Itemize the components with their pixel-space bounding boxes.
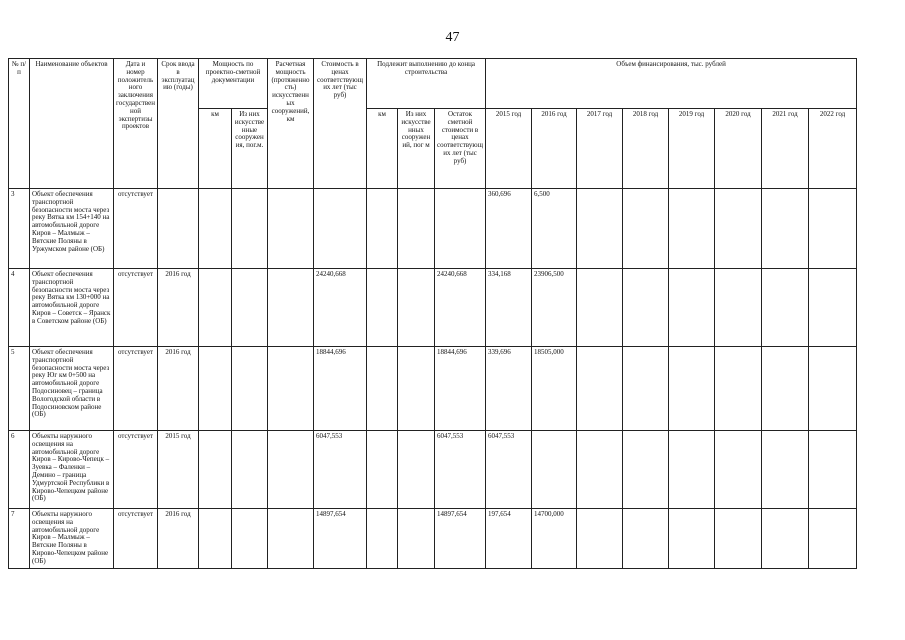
funding-2017 — [577, 347, 623, 431]
object-name: Объект обеспечения транспортной безопасности моста через реку Юг км 0+500 на автомобильной дороге Подосиновец – граница Вологодской области в Подосиновском районе (ОБ) — [30, 347, 114, 431]
header-row-1 — [9, 59, 857, 109]
funding-2015: 360,696 — [486, 189, 532, 269]
capacity-km — [199, 431, 232, 509]
row-num: 5 — [9, 347, 30, 431]
table-row — [9, 269, 857, 347]
commission-term: 2016 год — [158, 269, 199, 347]
header-capacity-km: км — [199, 109, 232, 189]
header-year-2017: 2017 год — [577, 109, 623, 189]
rem-art — [398, 269, 435, 347]
header-capacity: Мощность по проектно-сметной документации — [199, 59, 268, 109]
calc-capacity — [268, 347, 314, 431]
funding-2016: 6,500 — [532, 189, 577, 269]
balance-value — [435, 189, 486, 269]
balance-value: 24240,668 — [435, 269, 486, 347]
row-num: 4 — [9, 269, 30, 347]
header-year-2020: 2020 год — [715, 109, 762, 189]
funding-2019 — [669, 269, 715, 347]
funding-2017 — [577, 189, 623, 269]
funding-2020 — [715, 189, 762, 269]
cost-value: 14897,654 — [314, 509, 367, 569]
expertise-date: отсутствует — [114, 347, 158, 431]
header-rem-art: Из них искусственных сооружений, пог м — [398, 109, 435, 189]
funding-2022 — [809, 431, 857, 509]
funding-2019 — [669, 509, 715, 569]
expertise-date: отсутствует — [114, 269, 158, 347]
capacity-km — [199, 269, 232, 347]
funding-2022 — [809, 189, 857, 269]
header-year-2022: 2022 год — [809, 109, 857, 189]
table-row — [9, 431, 857, 509]
funding-2021 — [762, 431, 809, 509]
page-number: 47 — [445, 30, 460, 45]
header-name: Наименование объектов — [30, 59, 114, 189]
object-name: Объекты наружного освещения на автомобильной дороге Киров – Кирово-Чепецк – Зуевка – Фаленки – Демино – граница Удмуртской Республики в Кирово-Чепецком районе (ОБ) — [30, 431, 114, 509]
header-year-2021: 2021 год — [762, 109, 809, 189]
header-year-2016: 2016 год — [532, 109, 577, 189]
cost-value — [314, 189, 367, 269]
header-year-2015: 2015 год — [486, 109, 532, 189]
rem-art — [398, 189, 435, 269]
rem-art — [398, 431, 435, 509]
row-num: 3 — [9, 189, 30, 269]
header-capacity-art: Из них искусственные сооружения, пог.м. — [232, 109, 268, 189]
funding-2018 — [623, 509, 669, 569]
header-num: № п/п — [9, 59, 30, 189]
commission-term: 2016 год — [158, 509, 199, 569]
row-num: 6 — [9, 431, 30, 509]
header-rem-km: км — [367, 109, 398, 189]
funding-2015: 334,168 — [486, 269, 532, 347]
header-rem-balance: Остаток сметной стоимости в ценах соответствующих лет (тыс руб) — [435, 109, 486, 189]
table-row — [9, 509, 857, 569]
commission-term — [158, 189, 199, 269]
funding-2017 — [577, 269, 623, 347]
funding-2020 — [715, 509, 762, 569]
rem-art — [398, 347, 435, 431]
funding-2020 — [715, 347, 762, 431]
balance-value: 18844,696 — [435, 347, 486, 431]
funding-2021 — [762, 509, 809, 569]
funding-2016 — [532, 431, 577, 509]
funding-2019 — [669, 347, 715, 431]
commission-term: 2015 год — [158, 431, 199, 509]
funding-2015: 6047,553 — [486, 431, 532, 509]
header-funding: Объем финансирования, тыс. рублей — [486, 59, 857, 109]
expertise-date: отсутствует — [114, 431, 158, 509]
rem-km — [367, 509, 398, 569]
header-term: Срок ввода в эксплуатацию (годы) — [158, 59, 199, 189]
capacity-km — [199, 509, 232, 569]
funding-2017 — [577, 431, 623, 509]
table-row — [9, 347, 857, 431]
capacity-km — [199, 189, 232, 269]
header-date: Дата и номер положительного заключения государственной экспертизы проектов — [114, 59, 158, 189]
cost-value: 18844,696 — [314, 347, 367, 431]
rem-art — [398, 509, 435, 569]
funding-2019 — [669, 189, 715, 269]
funding-2018 — [623, 269, 669, 347]
table-row — [9, 189, 857, 269]
funding-2016: 23906,500 — [532, 269, 577, 347]
funding-2020 — [715, 431, 762, 509]
funding-2015: 339,696 — [486, 347, 532, 431]
balance-value: 6047,553 — [435, 431, 486, 509]
funding-2022 — [809, 509, 857, 569]
expertise-date: отсутствует — [114, 509, 158, 569]
rem-km — [367, 189, 398, 269]
funding-2022 — [809, 347, 857, 431]
expertise-date: отсутствует — [114, 189, 158, 269]
funding-2020 — [715, 269, 762, 347]
object-name: Объект обеспечения транспортной безопасности моста через реку Вятка км 130+000 на автомобильной дороге Киров – Советск – Яранск в Советском районе (ОБ) — [30, 269, 114, 347]
funding-2017 — [577, 509, 623, 569]
header-cost: Стоимость в ценах соответствующих лет (тыс руб) — [314, 59, 367, 189]
capacity-art — [232, 431, 268, 509]
funding-2015: 197,654 — [486, 509, 532, 569]
calc-capacity — [268, 269, 314, 347]
funding-2016: 18505,000 — [532, 347, 577, 431]
funding-2019 — [669, 431, 715, 509]
funding-2018 — [623, 347, 669, 431]
cost-value: 24240,668 — [314, 269, 367, 347]
header-remaining: Подлежит выполнению до конца строительства — [367, 59, 486, 109]
calc-capacity — [268, 509, 314, 569]
object-name: Объект обеспечения транспортной безопасности моста через реку Вятка км 154+140 на автомобильной дороге Киров – Малмыж – Вятские Поляны в Уржумском районе (ОБ) — [30, 189, 114, 269]
funding-2018 — [623, 189, 669, 269]
capacity-art — [232, 269, 268, 347]
funding-2021 — [762, 347, 809, 431]
funding-2021 — [762, 269, 809, 347]
funding-2022 — [809, 269, 857, 347]
capacity-km — [199, 347, 232, 431]
header-year-2018: 2018 год — [623, 109, 669, 189]
object-name: Объекты наружного освещения на автомобильной дороге Киров – Малмыж – Вятские Поляны в Кирово-Чепецком районе (ОБ) — [30, 509, 114, 569]
funding-2016: 14700,000 — [532, 509, 577, 569]
balance-value: 14897,654 — [435, 509, 486, 569]
cost-value: 6047,553 — [314, 431, 367, 509]
commission-term: 2016 год — [158, 347, 199, 431]
header-year-2019: 2019 год — [669, 109, 715, 189]
rem-km — [367, 269, 398, 347]
capacity-art — [232, 189, 268, 269]
capacity-art — [232, 509, 268, 569]
funding-2021 — [762, 189, 809, 269]
investment-objects-table — [8, 58, 857, 569]
header-calc: Расчетная мощность (протяженность) искусственных сооружений, км — [268, 59, 314, 189]
calc-capacity — [268, 189, 314, 269]
capacity-art — [232, 347, 268, 431]
calc-capacity — [268, 431, 314, 509]
rem-km — [367, 347, 398, 431]
funding-2018 — [623, 431, 669, 509]
row-num: 7 — [9, 509, 30, 569]
rem-km — [367, 431, 398, 509]
